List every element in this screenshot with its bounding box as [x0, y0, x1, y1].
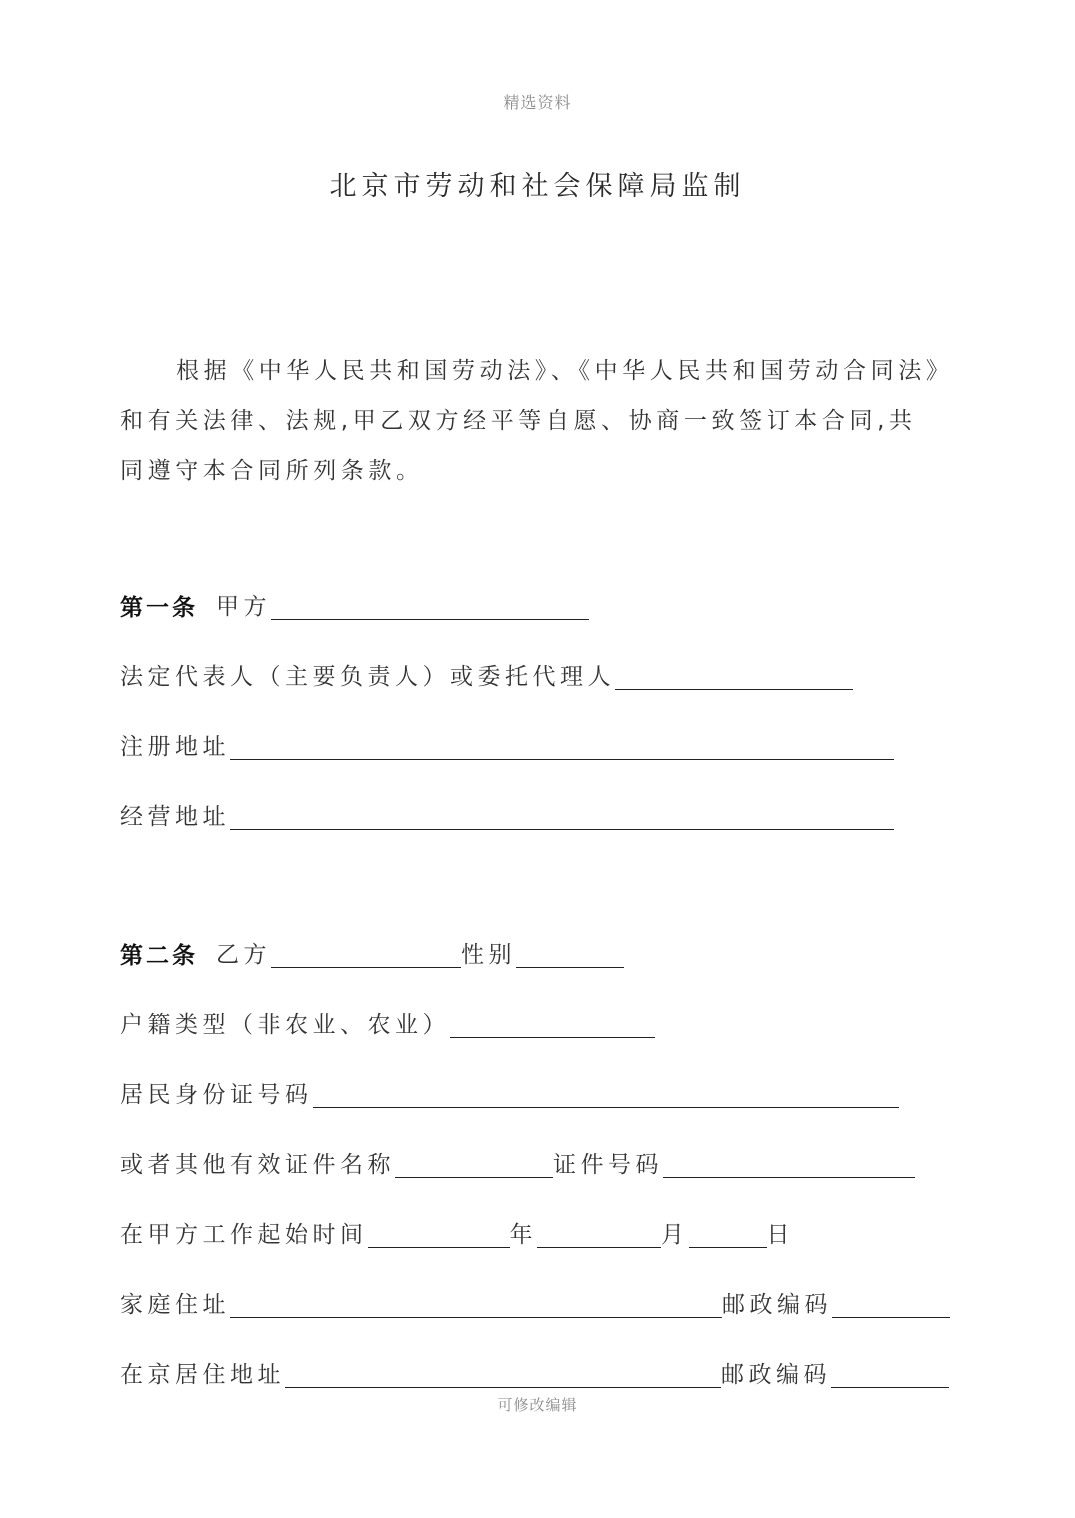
article1-party-row	[120, 582, 589, 622]
start-time-row	[120, 1210, 794, 1250]
month-label: 月	[661, 1222, 689, 1248]
business-address-field[interactable]	[230, 801, 894, 830]
id-number-row	[120, 1070, 899, 1110]
article2-heading: 第二条	[120, 943, 198, 969]
start-time-label: 在甲方工作起始时间	[120, 1222, 368, 1248]
party-a-label: 甲方	[216, 594, 271, 620]
article2-party-row	[120, 930, 624, 970]
representative-label: 法定代表人（主要负责人）或委托代理人	[120, 664, 615, 690]
home-address-row	[120, 1280, 950, 1320]
intro-line-2: 和有关法律、法规,甲乙双方经平等自愿、协商一致签订本合同,共	[120, 408, 917, 434]
other-id-number-label: 证件号码	[553, 1152, 663, 1178]
home-address-field[interactable]	[230, 1289, 722, 1318]
business-address-row	[120, 792, 894, 832]
home-postal-code-field[interactable]	[832, 1289, 950, 1318]
household-type-row	[120, 1000, 655, 1040]
beijing-address-row	[120, 1350, 949, 1390]
household-type-field[interactable]	[450, 1009, 655, 1038]
beijing-address-label: 在京居住地址	[120, 1362, 285, 1388]
gender-field[interactable]	[516, 939, 624, 968]
representative-row	[120, 652, 853, 692]
business-address-label: 经营地址	[120, 804, 230, 830]
household-type-label: 户籍类型（非农业、农业）	[120, 1012, 450, 1038]
intro-line-3: 同遵守本合同所列条款。	[120, 458, 424, 484]
registered-address-row	[120, 722, 894, 762]
postal-code-label: 邮政编码	[722, 1292, 832, 1318]
header-note: 精选资料	[503, 93, 572, 112]
other-id-name-field[interactable]	[395, 1149, 553, 1178]
start-day-field[interactable]	[689, 1219, 767, 1248]
registered-address-field[interactable]	[230, 731, 894, 760]
document-title: 北京市劳动和社会保障局监制	[329, 171, 746, 202]
representative-field[interactable]	[615, 661, 853, 690]
party-b-field[interactable]	[271, 939, 461, 968]
id-number-label: 居民身份证号码	[120, 1082, 313, 1108]
year-label: 年	[509, 1222, 537, 1248]
other-id-row	[120, 1140, 915, 1180]
gender-label: 性别	[461, 942, 516, 968]
id-number-field[interactable]	[313, 1079, 899, 1108]
intro-line-1: 根据《中华人民共和国劳动法》、《中华人民共和国劳动合同法》	[176, 358, 954, 384]
other-id-name-label: 或者其他有效证件名称	[120, 1152, 395, 1178]
home-address-label: 家庭住址	[120, 1292, 230, 1318]
other-id-number-field[interactable]	[663, 1149, 915, 1178]
day-label: 日	[766, 1222, 794, 1248]
postal-code-label-2: 邮政编码	[721, 1362, 831, 1388]
party-b-label: 乙方	[216, 942, 271, 968]
registered-address-label: 注册地址	[120, 734, 230, 760]
beijing-address-field[interactable]	[285, 1359, 721, 1388]
article1-heading: 第一条	[120, 595, 198, 621]
start-year-field[interactable]	[368, 1219, 510, 1248]
footer-note: 可修改编辑	[497, 1396, 578, 1414]
beijing-postal-code-field[interactable]	[831, 1359, 949, 1388]
start-month-field[interactable]	[537, 1219, 661, 1248]
party-a-field[interactable]	[271, 591, 589, 620]
